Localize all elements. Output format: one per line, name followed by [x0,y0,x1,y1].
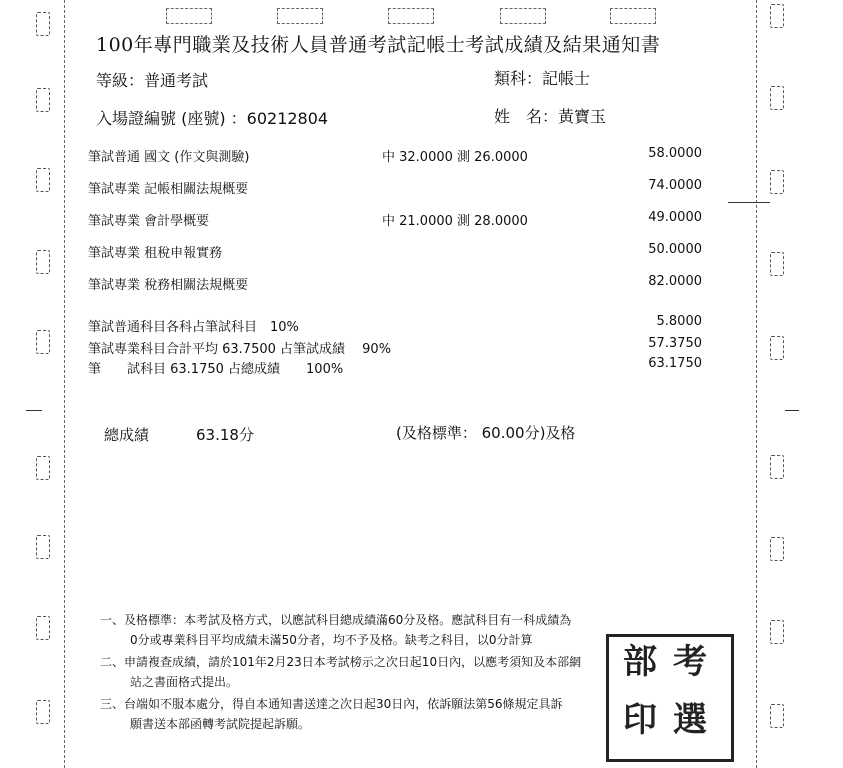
dashed-box [277,8,323,24]
total-label: 總成績 [104,426,150,444]
admission-number: 入場證編號 (座號) ：60212804 [96,109,329,128]
subject-label: 筆試專業 稅務相關法規概要 [88,278,249,293]
perforation-hole [36,12,50,36]
weight-label: 筆試專業科目合計平均 63.7500 占筆試成績 90% [88,342,392,357]
dashed-box [166,8,212,24]
subject-score: 82.0000 [648,274,702,289]
perforation-hole [36,88,50,112]
perforation-hole [36,168,50,192]
official-seal-stamp: 考 選 部 印 [606,634,734,762]
fold-mark [785,410,799,411]
perforation-hole [770,537,784,561]
perforation-hole [770,704,784,728]
perforation-hole [770,455,784,479]
perforation-hole [36,250,50,274]
subject-label: 筆試專業 租稅申報實務 [88,246,223,261]
perforation-hole [770,86,784,110]
perforation-hole [770,252,784,276]
weight-score: 5.8000 [656,314,702,329]
note-line: 一、及格標準：本考試及格方式，以應試科目總成績滿60分及格。應試科目有一科成績為 [100,613,572,627]
perforation-hole [770,4,784,28]
candidate-name: 姓 名：黃寶玉 [494,107,607,126]
perforation-hole [770,336,784,360]
note-line: 三、台端如不服本處分，得自本通知書送達之次日起30日內，依訴願法第56條規定具訴 [100,697,563,711]
note-line: 願書送本部函轉考試院提起訴願。 [130,717,311,731]
exam-category: 類科：記帳士 [494,69,591,88]
subject-label: 筆試專業 記帳相關法規概要 [88,182,249,197]
total-value: 63.18分 [196,426,254,444]
fold-mark [26,410,42,411]
note-line: 站之書面格式提出。 [130,675,239,689]
subject-detail: 中 32.0000 測 26.0000 [382,150,528,165]
subject-score: 49.0000 [648,210,702,225]
perforation-hole [770,620,784,644]
weight-score: 57.3750 [648,336,702,351]
perforation-hole [36,330,50,354]
dashed-box [500,8,546,24]
exam-level: 等級：普通考試 [96,71,209,90]
weight-label: 筆試普通科目各科占筆試科目 10% [88,320,299,335]
weight-score: 63.1750 [648,356,702,371]
tear-line-left [64,0,65,768]
subject-score: 58.0000 [648,146,702,161]
perforation-hole [770,170,784,194]
tear-line-right [756,0,757,768]
note-line: 0分或專業科目平均成績未滿50分者，均不予及格。缺考之科目，以0分計算 [130,633,533,647]
dashed-box [388,8,434,24]
perforation-hole [36,535,50,559]
perforation-hole [36,456,50,480]
subject-score: 74.0000 [648,178,702,193]
subject-detail: 中 21.0000 測 28.0000 [382,214,528,229]
subject-label: 筆試普通 國文 (作文與測驗) [88,150,250,165]
note-line: 二、申請複查成績，請於101年2月23日本考試榜示之次日起10日內，以應考須知及本部網 [100,655,582,669]
perforation-hole [36,700,50,724]
dashed-box [610,8,656,24]
document-title: 100年專門職業及技術人員普通考試記帳士考試成績及結果通知書 [96,34,661,56]
weight-label: 筆 試科目 63.1750 占總成績 100% [88,362,344,377]
fold-mark [728,202,770,203]
perforation-hole [36,616,50,640]
pass-standard: (及格標準： 60.00分)及格 [396,424,576,442]
subject-label: 筆試專業 會計學概要 [88,214,210,229]
subject-score: 50.0000 [648,242,702,257]
